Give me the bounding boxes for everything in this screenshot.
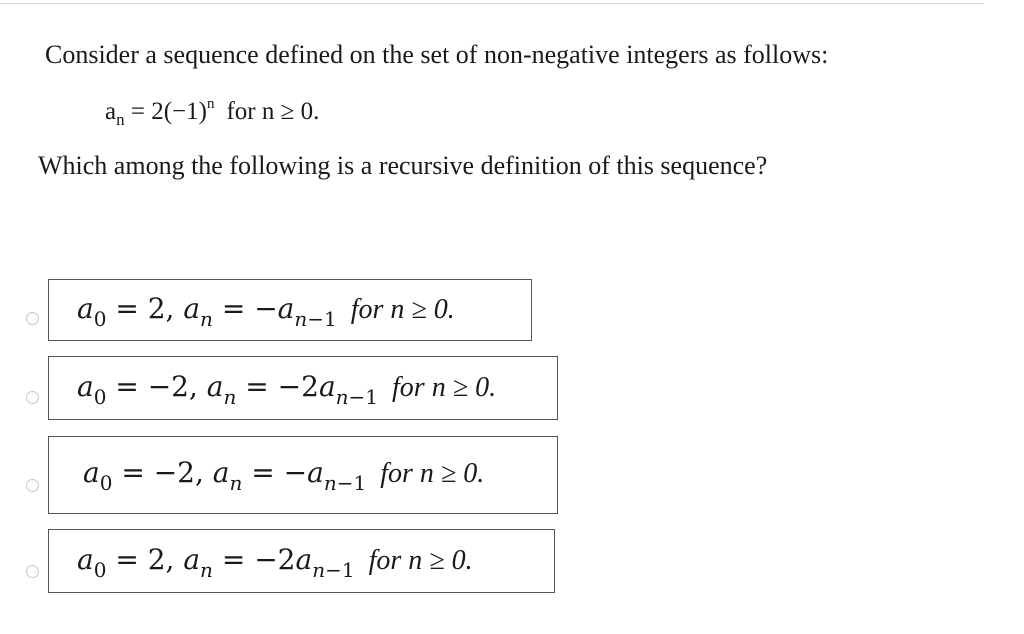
option-4-initial: 2 <box>147 543 166 576</box>
option-1-radio[interactable] <box>26 312 39 325</box>
option-2-sign: − <box>277 370 302 403</box>
option-2-coef: 2 <box>301 370 319 403</box>
option-3-equation: $a_0 = -2$, $a_n = -a_{n-1}$ for n ≥ 0. <box>83 456 485 495</box>
option-1-initial: 2 <box>147 292 166 325</box>
formula-condition: for n ≥ 0. <box>226 98 320 125</box>
option-1-condition: for n ≥ 0. <box>350 294 455 325</box>
formula-base: a <box>105 98 117 125</box>
option-4-condition: for n ≥ 0. <box>368 545 473 576</box>
option-3-condition: for n ≥ 0. <box>380 458 485 489</box>
option-4-coef: 2 <box>277 543 296 576</box>
option-4-sign: − <box>254 543 278 576</box>
formula-exponent: n <box>206 96 215 112</box>
option-2-equation: $a_0 = -2$, $a_n = -2a_{n-1}$ for n ≥ 0. <box>77 370 497 409</box>
option-1-sign: − <box>254 292 278 325</box>
sequence-formula <box>105 96 320 129</box>
option-4-equation: $a_0 = 2$, $a_n = -2a_{n-1}$ for n ≥ 0. <box>77 543 473 582</box>
option-4-radio[interactable] <box>26 565 39 578</box>
formula-subscript: n <box>116 110 125 129</box>
option-2-initial: −2 <box>147 370 189 403</box>
option-2-box[interactable] <box>48 356 558 420</box>
top-divider <box>0 3 984 4</box>
option-1-equation: $a_0 = 2$, $a_n = -a_{n-1}$ for n ≥ 0. <box>77 292 455 331</box>
option-2-condition: for n ≥ 0. <box>392 372 497 403</box>
question-prompt: Which among the following is a recursive definition of this sequence? <box>38 151 768 180</box>
option-4-box[interactable] <box>48 529 555 593</box>
option-3-initial: −2 <box>153 456 195 489</box>
option-2-radio[interactable] <box>26 391 39 404</box>
option-3-box[interactable] <box>48 436 558 514</box>
formula-equation: = 2(−1) <box>124 98 207 125</box>
option-3-sign: − <box>283 456 308 489</box>
question-intro: Consider a sequence defined on the set of non-negative integers as follows: <box>45 40 829 69</box>
option-3-radio[interactable] <box>26 479 39 492</box>
option-1-box[interactable] <box>48 279 532 341</box>
